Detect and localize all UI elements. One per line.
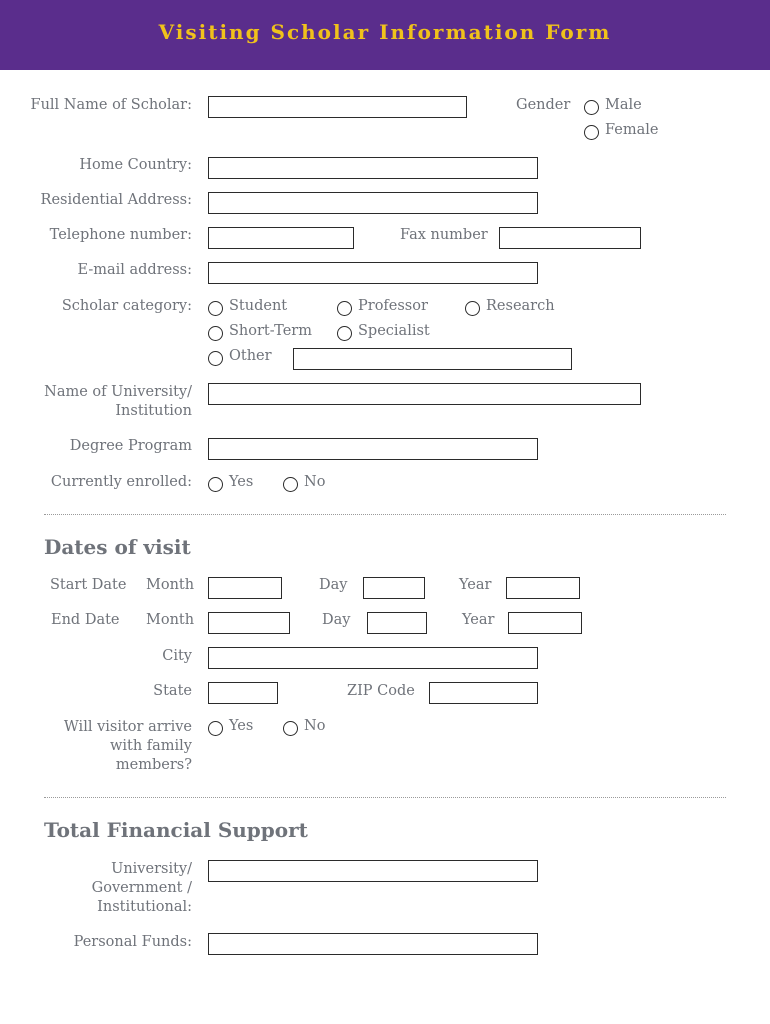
category-other-field[interactable] xyxy=(293,348,572,370)
personal-funds-label: Personal Funds: xyxy=(73,934,192,950)
enrolled-yes-label: Yes xyxy=(229,474,254,490)
fax-field[interactable] xyxy=(499,227,641,249)
category-professor-label: Professor xyxy=(358,298,428,314)
gender-label: Gender xyxy=(516,97,571,113)
category-short-term-radio[interactable] xyxy=(208,326,223,341)
category-other-label: Other xyxy=(229,348,272,364)
category-research-label: Research xyxy=(486,298,555,314)
gender-male-label: Male xyxy=(605,97,642,113)
end-month-field[interactable] xyxy=(208,612,290,634)
telephone-field[interactable] xyxy=(208,227,354,249)
degree-program-field[interactable] xyxy=(208,438,538,460)
degree-program-label: Degree Program xyxy=(69,438,192,454)
enrolled-no-radio[interactable] xyxy=(283,477,298,492)
end-month-label: Month xyxy=(146,612,195,628)
home-country-field[interactable] xyxy=(208,157,538,179)
form-header xyxy=(0,0,770,70)
university-field[interactable] xyxy=(208,383,641,405)
full-name-field[interactable] xyxy=(208,96,467,118)
section-divider xyxy=(44,797,726,798)
section-divider xyxy=(44,514,726,515)
gender-male-radio[interactable] xyxy=(584,100,599,115)
family-no-label: No xyxy=(304,718,326,734)
end-year-field[interactable] xyxy=(508,612,582,634)
family-no-radio[interactable] xyxy=(283,721,298,736)
start-day-label: Day xyxy=(319,577,348,593)
start-year-label: Year xyxy=(459,577,492,593)
form-title: Visiting Scholar Information Form xyxy=(158,20,612,44)
zip-code-label: ZIP Code xyxy=(347,683,415,699)
category-student-radio[interactable] xyxy=(208,301,223,316)
email-label: E-mail address: xyxy=(77,262,192,278)
email-field[interactable] xyxy=(208,262,538,284)
category-professor-radio[interactable] xyxy=(337,301,352,316)
city-field[interactable] xyxy=(208,647,538,669)
category-research-radio[interactable] xyxy=(465,301,480,316)
category-other-radio[interactable] xyxy=(208,351,223,366)
scholar-category-label: Scholar category: xyxy=(61,298,192,314)
gender-female-radio[interactable] xyxy=(584,125,599,140)
start-month-field[interactable] xyxy=(208,577,282,599)
personal-funds-field[interactable] xyxy=(208,933,538,955)
category-specialist-radio[interactable] xyxy=(337,326,352,341)
category-student-label: Student xyxy=(229,298,288,314)
gender-female-label: Female xyxy=(605,122,659,138)
family-members-label: Will visitor arrive with family members? xyxy=(63,719,192,773)
university-funding-field[interactable] xyxy=(208,860,538,882)
category-short-term-label: Short-Term xyxy=(229,323,312,339)
full-name-label: Full Name of Scholar: xyxy=(30,97,192,113)
family-yes-radio[interactable] xyxy=(208,721,223,736)
financial-support-heading: Total Financial Support xyxy=(44,818,308,842)
telephone-label: Telephone number: xyxy=(49,227,192,243)
start-month-label: Month xyxy=(146,577,195,593)
start-year-field[interactable] xyxy=(506,577,580,599)
zip-code-field[interactable] xyxy=(429,682,538,704)
family-yes-label: Yes xyxy=(229,718,254,734)
residential-address-field[interactable] xyxy=(208,192,538,214)
category-specialist-label: Specialist xyxy=(358,323,430,339)
start-day-field[interactable] xyxy=(363,577,425,599)
state-field[interactable] xyxy=(208,682,278,704)
currently-enrolled-label: Currently enrolled: xyxy=(50,474,192,490)
residential-address-label: Residential Address: xyxy=(40,192,192,208)
state-label: State xyxy=(153,683,192,699)
enrolled-no-label: No xyxy=(304,474,326,490)
university-label: Name of University/ Institution xyxy=(44,384,192,419)
end-day-field[interactable] xyxy=(367,612,427,634)
end-date-label: End Date xyxy=(51,612,120,628)
start-date-label: Start Date xyxy=(50,577,127,593)
enrolled-yes-radio[interactable] xyxy=(208,477,223,492)
end-day-label: Day xyxy=(322,612,351,628)
fax-label: Fax number xyxy=(400,227,488,243)
end-year-label: Year xyxy=(462,612,495,628)
university-funding-label: University/ Government / Institutional: xyxy=(91,861,192,915)
home-country-label: Home Country: xyxy=(79,157,192,173)
dates-of-visit-heading: Dates of visit xyxy=(44,535,191,559)
city-label: City xyxy=(162,648,192,664)
